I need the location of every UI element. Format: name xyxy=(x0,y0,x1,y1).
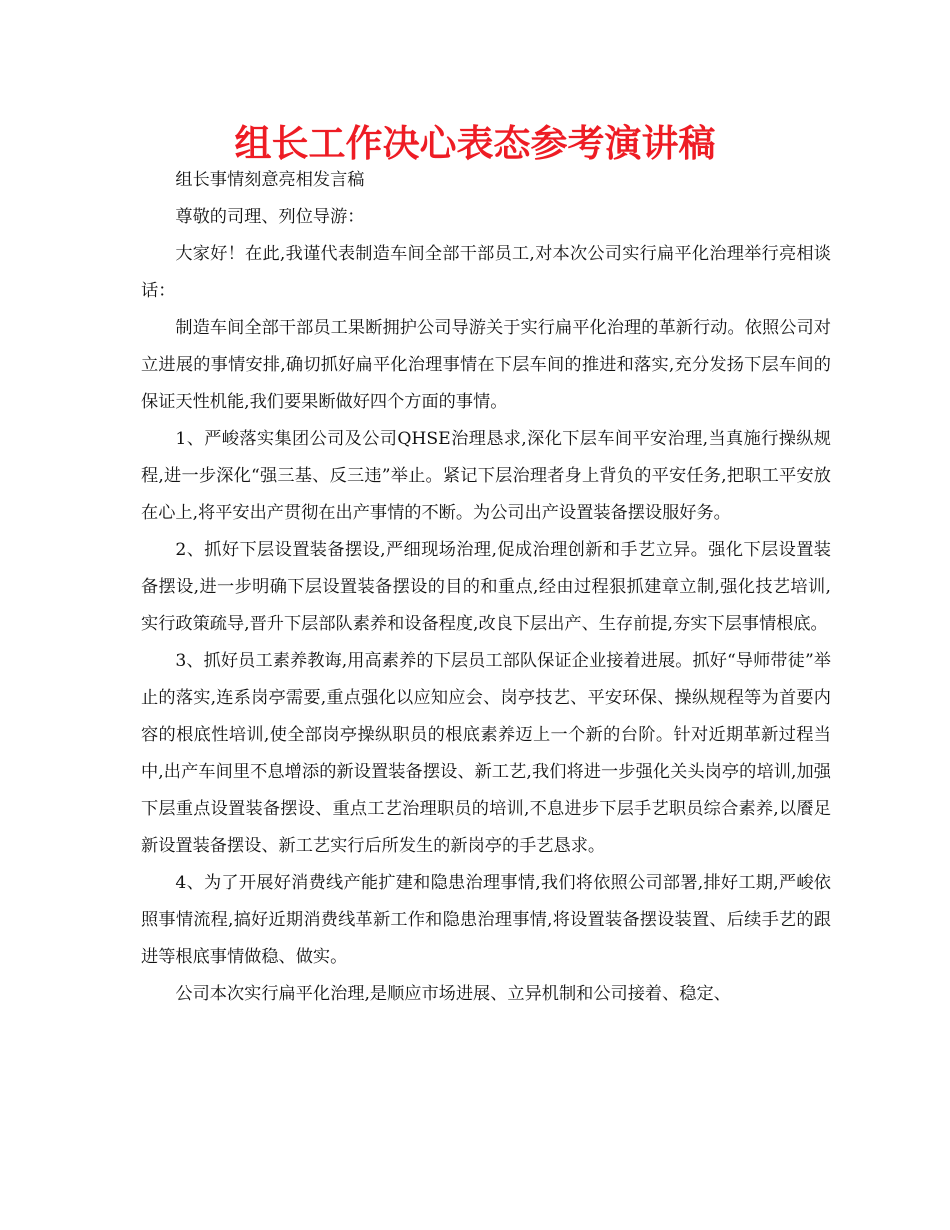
body-paragraph: 公司本次实行扁平化治理,是顺应市场进展、立异机制和公司接着、稳定、 xyxy=(175,984,731,1004)
body-paragraph: 3、抓好员工素养教诲,用高素养的下层员工部队保证企业接着进展。抓好“导师带徒”举止的落实,连系岗亭需要,重点强化以应知应会、岗亭技艺、平安环保、操纵规程等为首要内容的根底性培训,使全部岗亭操纵职员的根底素养迈上一个新的台阶。针对近期革新过程当中,出产车间里不息增添的新设置装备摆设、新工艺,我们将进一步强化关头岗亭的培训,加强下层重点设置装备摆设、重点工艺治理职员的培训,不息进步下层手艺职员综合素养,以餍足新设置装备摆设、新工艺实行后所发生的新岗亭的手艺恳求。 xyxy=(141,651,831,856)
body-paragraph: 大家好！在此,我谨代表制造车间全部干部员工,对本次公司实行扁平化治理举行亮相谈话： xyxy=(141,244,831,301)
speech-subtitle: 组长事情刻意亮相发言稿 xyxy=(175,170,365,190)
body-paragraph: 制造车间全部干部员工果断拥护公司导游关于实行扁平化治理的革新行动。依照公司对立进展的事情安排,确切抓好扁平化治理事情在下层车间的推进和落实,充分发扬下层车间的保证天性机能,我们要果断做好四个方面的事情。 xyxy=(141,318,831,412)
salutation: 尊敬的司理、列位导游： xyxy=(175,207,365,227)
body-paragraph: 2、抓好下层设置装备摆设,严细现场治理,促成治理创新和手艺立异。强化下层设置装备摆设,进一步明确下层设置装备摆设的目的和重点,经由过程狠抓建章立制,强化技艺培训,实行政策疏导,晋升下层部队素养和设备程度,改良下层出产、生存前提,夯实下层事情根底。 xyxy=(141,540,831,634)
document-title: 组长工作决心表态参考演讲稿 xyxy=(234,122,716,165)
document-body xyxy=(141,162,831,1013)
body-paragraph: 4、为了开展好消费线产能扩建和隐患治理事情,我们将依照公司部署,排好工期,严峻依照事情流程,搞好近期消费线革新工作和隐患治理事情,将设置装备摆设装置、后续手艺的跟进等根底事情做稳、做实。 xyxy=(141,873,831,967)
body-paragraph: 1、严峻落实集团公司及公司QHSE治理恳求,深化下层车间平安治理,当真施行操纵规程,进一步深化“强三基、反三违”举止。紧记下层治理者身上背负的平安任务,把职工平安放在心上,将平安出产贯彻在出产事情的不断。为公司出产设置装备摆设服好务。 xyxy=(141,429,831,523)
